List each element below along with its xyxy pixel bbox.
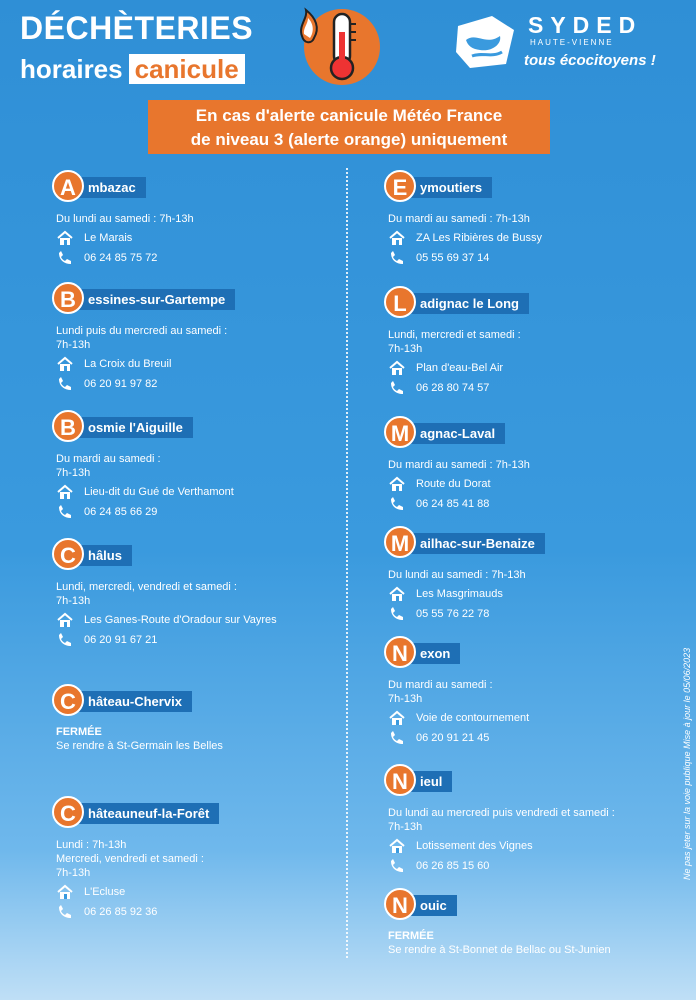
side-note: Ne pas jeter sur la voie publique Mise à jour le 05/06/2023 bbox=[682, 647, 692, 880]
schedule-line: 7h-13h bbox=[388, 343, 423, 355]
address-line bbox=[388, 230, 684, 246]
initial-letter-badge: L bbox=[384, 286, 416, 318]
phone-line bbox=[56, 632, 352, 648]
dechetterie-entry bbox=[384, 170, 684, 266]
phone-number[interactable]: 06 20 91 67 21 bbox=[84, 634, 158, 646]
thermometer-icon bbox=[294, 6, 380, 88]
house-icon bbox=[388, 230, 406, 246]
schedule bbox=[388, 212, 684, 226]
schedule-line: 7h-13h bbox=[56, 595, 91, 607]
entry-name: ieul bbox=[408, 771, 452, 792]
initial-letter-badge: B bbox=[52, 410, 84, 442]
address-line bbox=[56, 612, 352, 628]
phone-line bbox=[388, 730, 684, 746]
schedule bbox=[56, 580, 352, 608]
initial-letter-badge: A bbox=[52, 170, 84, 202]
house-icon bbox=[56, 356, 74, 372]
schedule bbox=[56, 838, 352, 880]
phone-line bbox=[388, 496, 684, 512]
brand-name: SYDED bbox=[528, 12, 643, 38]
banner-line-1: En cas d'alerte canicule Météo France bbox=[195, 106, 503, 125]
dechetterie-entry bbox=[384, 888, 684, 956]
schedule bbox=[388, 568, 684, 582]
banner-line-2: de niveau 3 (alerte orange) uniquement bbox=[190, 130, 508, 149]
phone-number[interactable]: 06 28 80 74 57 bbox=[416, 382, 490, 394]
house-icon bbox=[56, 230, 74, 246]
entry-name: agnac-Laval bbox=[408, 423, 505, 444]
phone-line bbox=[388, 858, 684, 874]
initial-letter-badge: N bbox=[384, 888, 416, 920]
schedule bbox=[388, 806, 684, 834]
entry-header bbox=[52, 170, 352, 204]
page-title: DÉCHÈTERIES bbox=[20, 10, 254, 46]
phone-number[interactable]: 05 55 69 37 14 bbox=[416, 252, 490, 264]
phone-number[interactable]: 06 24 85 75 72 bbox=[84, 252, 158, 264]
phone-icon bbox=[388, 858, 406, 874]
address-line bbox=[388, 360, 684, 376]
initial-letter-badge: C bbox=[52, 796, 84, 828]
dechetterie-entry bbox=[52, 538, 352, 648]
address-line bbox=[388, 586, 684, 602]
dechetterie-entry bbox=[52, 796, 352, 920]
schedule-line: 7h-13h bbox=[56, 467, 91, 479]
address-text: Le Marais bbox=[84, 232, 133, 244]
schedule bbox=[56, 212, 352, 226]
schedule bbox=[388, 328, 684, 356]
phone-number[interactable]: 05 55 76 22 78 bbox=[416, 608, 490, 620]
entry-name: hâteauneuf-la-Forêt bbox=[76, 803, 219, 824]
dechetterie-entry bbox=[384, 764, 684, 874]
address-line bbox=[56, 356, 352, 372]
entry-header bbox=[384, 416, 684, 450]
phone-line bbox=[56, 376, 352, 392]
phone-number[interactable]: 06 26 85 92 36 bbox=[84, 906, 158, 918]
entry-header bbox=[384, 526, 684, 560]
entry-header bbox=[52, 538, 352, 572]
house-icon bbox=[56, 612, 74, 628]
address-line bbox=[56, 230, 352, 246]
address-line bbox=[56, 884, 352, 900]
entry-header bbox=[384, 286, 684, 320]
house-icon bbox=[56, 884, 74, 900]
phone-icon bbox=[388, 606, 406, 622]
schedule-line: Du mardi au samedi : bbox=[388, 679, 493, 691]
phone-line bbox=[388, 606, 684, 622]
syded-logo-icon bbox=[452, 12, 518, 70]
phone-number[interactable]: 06 24 85 66 29 bbox=[84, 506, 158, 518]
schedule-line: 7h-13h bbox=[388, 821, 423, 833]
address-text: ZA Les Ribières de Bussy bbox=[416, 232, 542, 244]
dechetterie-entry bbox=[384, 416, 684, 512]
closed-status: FERMÉE bbox=[56, 726, 102, 738]
entry-name: ouic bbox=[408, 895, 457, 916]
address-text: Voie de contournement bbox=[416, 712, 530, 724]
schedule-line: Du mardi au samedi : 7h-13h bbox=[388, 213, 530, 225]
schedule-line: 7h-13h bbox=[388, 693, 423, 705]
phone-icon bbox=[388, 250, 406, 266]
phone-number[interactable]: 06 20 91 97 82 bbox=[84, 378, 158, 390]
entry-name: ailhac-sur-Benaize bbox=[408, 533, 545, 554]
schedule-line: Mercredi, vendredi et samedi : bbox=[56, 853, 204, 865]
phone-line bbox=[56, 504, 352, 520]
phone-number[interactable]: 06 20 91 21 45 bbox=[416, 732, 490, 744]
closed-status: FERMÉE bbox=[388, 930, 434, 942]
schedule bbox=[56, 324, 352, 352]
subtitle-prefix: horaires bbox=[20, 54, 123, 84]
entry-name: hâteau-Chervix bbox=[76, 691, 192, 712]
initial-letter-badge: N bbox=[384, 636, 416, 668]
entry-header bbox=[52, 282, 352, 316]
schedule bbox=[388, 458, 684, 472]
address-text: Route du Dorat bbox=[416, 478, 491, 490]
entry-name: mbazac bbox=[76, 177, 146, 198]
schedule-line: Lundi puis du mercredi au samedi : bbox=[56, 325, 228, 337]
phone-icon bbox=[56, 376, 74, 392]
dechetterie-entry bbox=[384, 636, 684, 746]
phone-line bbox=[56, 250, 352, 266]
initial-letter-badge: M bbox=[384, 526, 416, 558]
schedule-line: Du lundi au samedi : 7h-13h bbox=[56, 213, 194, 225]
schedule-line: Lundi, mercredi, vendredi et samedi : bbox=[56, 581, 237, 593]
phone-icon bbox=[388, 380, 406, 396]
address-line bbox=[388, 710, 684, 726]
house-icon bbox=[56, 484, 74, 500]
address-line bbox=[388, 838, 684, 854]
schedule-line: Lundi, mercredi et samedi : bbox=[388, 329, 521, 341]
initial-letter-badge: N bbox=[384, 764, 416, 796]
initial-letter-badge: M bbox=[384, 416, 416, 448]
schedule bbox=[56, 452, 352, 480]
phone-line bbox=[388, 250, 684, 266]
house-icon bbox=[388, 710, 406, 726]
house-icon bbox=[388, 586, 406, 602]
dechetterie-entry bbox=[384, 286, 684, 396]
phone-icon bbox=[388, 730, 406, 746]
address-line bbox=[388, 476, 684, 492]
initial-letter-badge: B bbox=[52, 282, 84, 314]
schedule-line: Du mardi au samedi : bbox=[56, 453, 161, 465]
address-text: Les Masgrimauds bbox=[416, 588, 503, 600]
address-text: L'Ecluse bbox=[84, 886, 126, 898]
phone-line bbox=[56, 904, 352, 920]
phone-icon bbox=[56, 250, 74, 266]
phone-icon bbox=[56, 904, 74, 920]
phone-number[interactable]: 06 24 85 41 88 bbox=[416, 498, 490, 510]
entry-name: essines-sur-Gartempe bbox=[76, 289, 235, 310]
redirect-note: Se rendre à St-Germain les Belles bbox=[56, 740, 223, 752]
phone-line bbox=[388, 380, 684, 396]
entry-header bbox=[384, 170, 684, 204]
initial-letter-badge: E bbox=[384, 170, 416, 202]
redirect-note: Se rendre à St-Bonnet de Bellac ou St-Junien bbox=[388, 944, 611, 956]
schedule-line: Du lundi au samedi : 7h-13h bbox=[388, 569, 526, 581]
house-icon bbox=[388, 476, 406, 492]
schedule-line: Du mardi au samedi : 7h-13h bbox=[388, 459, 530, 471]
brand-tagline: tous écocitoyens ! bbox=[524, 52, 656, 69]
brand-subtitle: HAUTE-VIENNE bbox=[530, 38, 614, 47]
address-line bbox=[56, 484, 352, 500]
entry-header bbox=[384, 888, 684, 922]
entry-header bbox=[52, 684, 352, 718]
house-icon bbox=[388, 838, 406, 854]
dechetterie-entry bbox=[52, 684, 352, 752]
schedule-line: 7h-13h bbox=[56, 867, 91, 879]
entry-header bbox=[52, 796, 352, 830]
page-subtitle bbox=[20, 54, 245, 85]
dechetterie-entry bbox=[384, 526, 684, 622]
dechetterie-entry bbox=[52, 410, 352, 520]
house-icon bbox=[388, 360, 406, 376]
schedule-line: Du lundi au mercredi puis vendredi et samedi : bbox=[388, 807, 615, 819]
subtitle-highlight: canicule bbox=[129, 54, 245, 84]
address-text: Plan d'eau-Bel Air bbox=[416, 362, 504, 374]
entry-header bbox=[52, 410, 352, 444]
schedule bbox=[388, 678, 684, 706]
entry-name: exon bbox=[408, 643, 460, 664]
address-text: Les Ganes-Route d'Oradour sur Vayres bbox=[84, 614, 277, 626]
phone-icon bbox=[56, 504, 74, 520]
entry-name: hâlus bbox=[76, 545, 132, 566]
phone-icon bbox=[388, 496, 406, 512]
entry-header bbox=[384, 764, 684, 798]
initial-letter-badge: C bbox=[52, 684, 84, 716]
dechetterie-entry bbox=[52, 282, 352, 392]
address-text: Lieu-dit du Gué de Verthamont bbox=[84, 486, 234, 498]
initial-letter-badge: C bbox=[52, 538, 84, 570]
entry-name: osmie l'Aiguille bbox=[76, 417, 193, 438]
address-text: La Croix du Breuil bbox=[84, 358, 172, 370]
phone-icon bbox=[56, 632, 74, 648]
alert-banner bbox=[148, 100, 550, 154]
address-text: Lotissement des Vignes bbox=[416, 840, 533, 852]
schedule-line: 7h-13h bbox=[56, 339, 91, 351]
dechetterie-entry bbox=[52, 170, 352, 266]
phone-number[interactable]: 06 26 85 15 60 bbox=[416, 860, 490, 872]
entry-name: adignac le Long bbox=[408, 293, 529, 314]
entry-header bbox=[384, 636, 684, 670]
entry-name: ymoutiers bbox=[408, 177, 492, 198]
schedule-line: Lundi : 7h-13h bbox=[56, 839, 127, 851]
